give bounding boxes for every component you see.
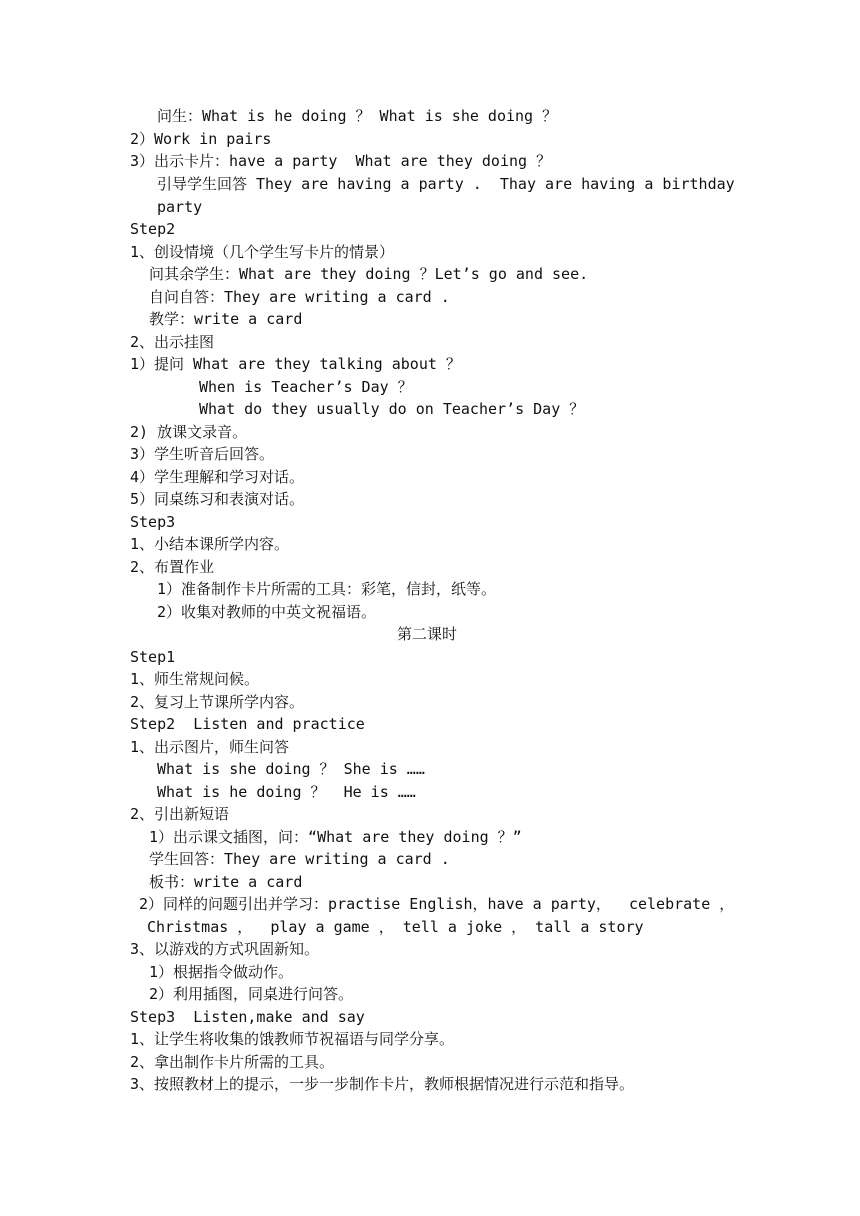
text-line: 3、以游戏的方式巩固新知。: [130, 940, 320, 958]
text-line: 1、出示图片，师生问答: [130, 738, 290, 756]
text-line: What do they usually do on Teacher’s Day ？: [199, 400, 585, 418]
text-line: party: [157, 198, 203, 216]
text-line: 学生回答：They are writing a card .: [149, 850, 450, 868]
section-heading: Step2 Listen and practice: [130, 715, 365, 733]
text-line: What is he doing ？ He is ……: [157, 783, 416, 801]
text-line: 2）收集对教师的中英文祝福语。: [157, 603, 377, 621]
text-line: 1）提问 What are they talking about ？: [130, 355, 461, 373]
text-line: 2）同样的问题引出并学习：practise English，have a party， celebrate ，: [139, 895, 735, 913]
text-line: 2) 放课文录音。: [130, 423, 248, 441]
text-line: 3、按照教材上的提示，一步一步制作卡片，教师根据情况进行示范和指导。: [130, 1075, 635, 1093]
text-line: 板书：write a card: [149, 873, 303, 891]
text-line: 3）出示卡片：have a party What are they doing ？: [130, 152, 552, 170]
text-line: 5）同桌练习和表演对话。: [130, 490, 305, 508]
text-line: 1、师生常规问候。: [130, 670, 260, 688]
text-line: 4）学生理解和学习对话。: [130, 468, 305, 486]
section-heading: Step3: [130, 513, 176, 531]
text-line: What is she doing ？ She is ……: [157, 760, 425, 778]
text-line: 1、让学生将收集的饿教师节祝福语与同学分享。: [130, 1030, 455, 1048]
text-line: 教学：write a card: [149, 310, 303, 328]
text-line: 引导学生回答 They are having a party . Thay are having a birthday: [157, 175, 735, 193]
section-heading: Step1: [130, 648, 176, 666]
text-line: 1、创设情境（几个学生写卡片的情景）: [130, 243, 395, 261]
text-line: 2、布置作业: [130, 558, 215, 576]
text-line: 自问自答：They are writing a card .: [149, 288, 450, 306]
text-line: 2）利用插图，同桌进行问答。: [149, 985, 354, 1003]
text-line: Christmas ， play a game ， tell a joke ， tall a story: [147, 918, 644, 936]
section-heading: Step2: [130, 220, 176, 238]
text-line: 1）出示课文插图，问：“What are they doing ？”: [149, 828, 522, 846]
lesson-heading: 第二课时: [397, 625, 458, 643]
text-line: 2）Work in pairs: [130, 130, 272, 148]
text-line: 问其余学生：What are they doing ？Let’s go and see.: [149, 265, 589, 283]
text-line: When is Teacher’s Day ？: [199, 378, 413, 396]
text-line: 1）根据指令做动作。: [149, 963, 294, 981]
text-line: 2、复习上节课所学内容。: [130, 693, 305, 711]
text-line: 2、出示挂图: [130, 333, 215, 351]
text-line: 3）学生听音后回答。: [130, 445, 275, 463]
text-line: 1）准备制作卡片所需的工具：彩笔，信封，纸等。: [157, 580, 497, 598]
text-line: 2、拿出制作卡片所需的工具。: [130, 1053, 335, 1071]
text-line: 问生：What is he doing ？ What is she doing ？: [157, 107, 558, 125]
text-line: 1、小结本课所学内容。: [130, 535, 290, 553]
text-line: 2、引出新短语: [130, 805, 230, 823]
section-heading: Step3 Listen,make and say: [130, 1008, 365, 1026]
